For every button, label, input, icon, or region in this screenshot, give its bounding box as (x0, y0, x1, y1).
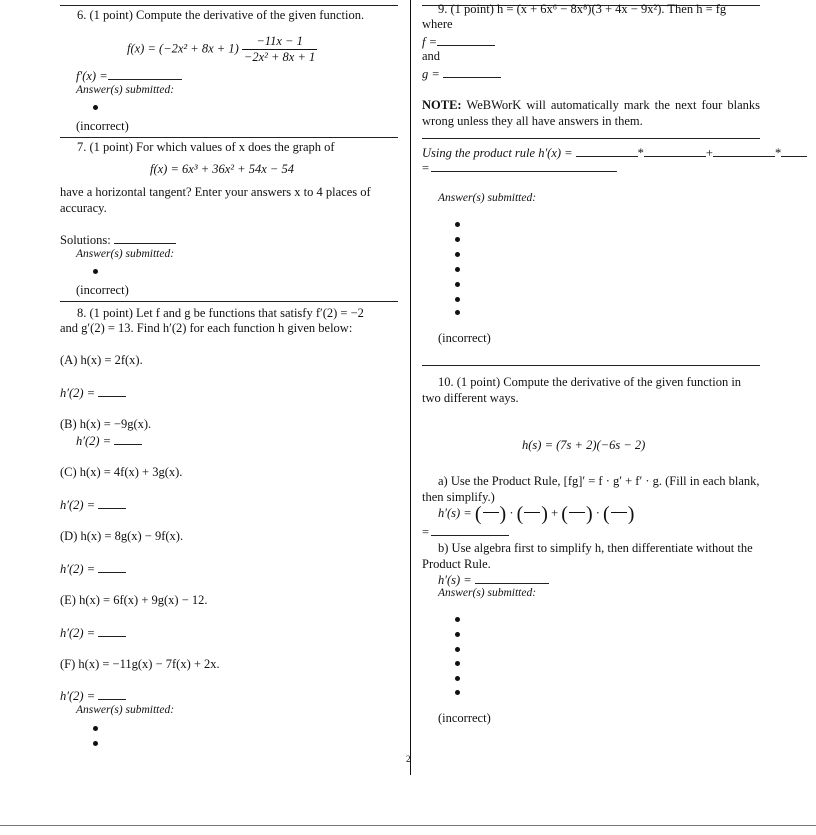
paren-open: ( (561, 503, 568, 525)
problem-6-function (127, 34, 317, 65)
problem-10-function: h(s) = (7s + 2)(−6s − 2) (522, 438, 646, 452)
problem-6-answer-blank[interactable] (108, 68, 182, 80)
problem-10-simplified-blank[interactable] (431, 524, 509, 536)
problem-8-part-a-answer (60, 385, 126, 401)
problem-8-part-b-def: (B) h(x) = −9g(x). (60, 417, 152, 431)
problem-10-part-a: a) Use the Product Rule, [fg]′ = f · g′ + f′ · g. (Fill in each blank, then simplify.) (422, 474, 760, 504)
problem-9-g-blank[interactable] (443, 66, 501, 78)
problem-8-part-d-blank[interactable] (98, 561, 126, 573)
problem-10-dot-op: · (595, 506, 600, 520)
problem-6-fraction-numerator: −11x − 1 (242, 34, 317, 50)
problem-8-part-d-answer (60, 561, 126, 577)
problem-10-blank-f-prime[interactable] (569, 512, 585, 513)
problem-9-and: and (422, 49, 441, 63)
problem-10-blank-g-prime[interactable] (524, 512, 540, 513)
problem-6-fraction-denominator: −2x² + 8x + 1 (243, 50, 316, 64)
problem-8-part-d-def: (D) h(x) = 8g(x) − 9f(x). (60, 529, 184, 543)
problem-8-part-a-def: (A) h(x) = 2f(x). (60, 353, 143, 367)
problem-6-answers-submitted: Answer(s) submitted: (76, 84, 175, 96)
problem-9-divider (422, 138, 760, 139)
problem-8-part-c-blank[interactable] (98, 497, 126, 509)
problem-10-header: 10. (1 point) Compute the derivative of the given function in two different ways. (422, 375, 742, 405)
problem-9-note-text: WeBWorK will automatically mark the next four blanks wrong unless they all have answers in them. (422, 98, 760, 128)
problem-7-header: 7. (1 point) For which values of x does the graph of (77, 140, 335, 154)
problem-9-star-1: * (637, 146, 644, 160)
problem-8-part-c-label: h′(2) = (60, 498, 96, 512)
problem-9-blank-1[interactable] (576, 145, 638, 157)
problem-9-bullet (455, 310, 460, 315)
problem-9-simplified-blank[interactable] (431, 160, 617, 172)
problem-9-bullet (455, 222, 460, 227)
problem-10-bullet (455, 617, 460, 622)
problem-9-header: 9. (1 point) h = (x + 6x⁶ − 8x⁸)(3 + 4x − 9x²). Then h = fg (438, 2, 727, 16)
problem-8-part-f-answer (60, 688, 126, 704)
problem-8-part-c-def: (C) h(x) = 4f(x) + 3g(x). (60, 465, 183, 479)
paren-open: ( (603, 503, 610, 525)
problem-6-answer-row (76, 68, 182, 84)
problem-10-bullet (455, 647, 460, 652)
problem-8-answers-submitted: Answer(s) submitted: (76, 704, 175, 716)
problem-7-status: (incorrect) (76, 283, 129, 297)
paren-close: ) (499, 503, 507, 525)
problem-7-function: f(x) = 6x³ + 36x² + 54x − 54 (150, 162, 294, 176)
problem-10-part-b-row (438, 572, 549, 588)
problem-8-part-e-answer (60, 625, 126, 641)
problem-9-equals: = (422, 161, 430, 175)
problem-8-part-b-answer (76, 433, 142, 449)
problem-6-bullet (93, 105, 98, 110)
problem-9-note-label: NOTE: (422, 98, 462, 112)
problem-10-equals: = (422, 525, 430, 539)
column-divider (410, 0, 411, 775)
problem-9-blank-2[interactable] (644, 145, 706, 157)
problem-8-part-f-def: (F) h(x) = −11g(x) − 7f(x) + 2x. (60, 657, 220, 671)
problem-10-status: (incorrect) (438, 711, 491, 725)
problem-9-note (422, 97, 760, 129)
page-number: 2 (406, 754, 411, 764)
problem-9-product-rule-label: Using the product rule h′(x) = (422, 146, 573, 160)
problem-8-part-e-label: h′(2) = (60, 626, 96, 640)
problem-10-part-a-simplified-row (422, 524, 509, 540)
problem-7-answers-submitted: Answer(s) submitted: (76, 248, 175, 260)
problem-8-header-line2: and g′(2) = 13. Find h′(2) for each function h given below: (60, 321, 353, 335)
problem-6-header: 6. (1 point) Compute the derivative of the given function. (77, 8, 365, 22)
problem-9-blank-4[interactable] (781, 145, 807, 157)
problem-10-part-b-lhs: h′(s) = (438, 573, 472, 587)
problem-9-bullet (455, 282, 460, 287)
problem-10-plus-op: + (551, 506, 559, 520)
problem-6-divider (60, 137, 398, 138)
problem-8-header-line1: 8. (1 point) Let f and g be functions that satisfy f′(2) = −2 (77, 306, 364, 320)
problem-10-bullet (455, 676, 460, 681)
problem-9-bullet (455, 267, 460, 272)
problem-9-plus: + (705, 146, 713, 160)
problem-8-part-b-blank[interactable] (114, 433, 142, 445)
paren-open: ( (474, 503, 482, 525)
problem-8-part-f-label: h′(2) = (60, 689, 96, 703)
problem-9-f-row (422, 34, 495, 50)
problem-10-blank-g[interactable] (611, 512, 627, 513)
problem-8-part-e-blank[interactable] (98, 625, 126, 637)
problem-9-end-divider (422, 365, 760, 366)
problem-9-g-row (422, 66, 501, 82)
paren-close: ) (541, 503, 548, 525)
page-bottom-rule (0, 825, 816, 826)
problem-6-fraction (242, 34, 317, 65)
problem-9-bullet (455, 252, 460, 257)
problem-10-answers-submitted: Answer(s) submitted: (438, 587, 537, 599)
problem-9-where: where (422, 17, 453, 31)
problem-8-part-a-blank[interactable] (98, 385, 126, 397)
problem-8-part-d-label: h′(2) = (60, 562, 96, 576)
problem-9-blank-3[interactable] (713, 145, 775, 157)
problem-9-star-2: * (774, 146, 782, 160)
problem-9-g-label: g = (422, 67, 440, 81)
problem-9-simplified-row (422, 160, 617, 176)
problem-8-bullet (93, 726, 98, 731)
problem-7-solutions-label: Solutions: (60, 233, 111, 247)
problem-7-divider (60, 301, 398, 302)
problem-9-bullet (455, 297, 460, 302)
problem-9-answers-submitted: Answer(s) submitted: (438, 192, 537, 204)
problem-9-product-rule-row (422, 145, 807, 161)
problem-10-blank-f[interactable] (483, 512, 499, 513)
top-rule (60, 5, 398, 6)
problem-10-part-a-product (438, 503, 634, 526)
problem-8-bullet (93, 741, 98, 746)
problem-6-status: (incorrect) (76, 119, 129, 133)
problem-9-status: (incorrect) (438, 331, 491, 345)
problem-7-solutions-row (60, 232, 176, 248)
problem-10-bullet (455, 661, 460, 666)
problem-7-bullet (93, 269, 98, 274)
problem-9-f-blank[interactable] (437, 34, 495, 46)
problem-6-answer-label: f′(x) = (76, 69, 108, 83)
problem-8-part-c-answer (60, 497, 126, 513)
problem-6-function-lhs: f(x) = (−2x² + 8x + 1) (127, 41, 239, 56)
paren-close: ) (627, 503, 635, 525)
problem-10-bullet (455, 632, 460, 637)
problem-8-part-a-label: h′(2) = (60, 386, 96, 400)
problem-10-dot-op: · (509, 506, 514, 520)
problem-8-part-b-label: h′(2) = (76, 434, 112, 448)
problem-7-solutions-blank[interactable] (114, 232, 176, 244)
problem-9-bullet (455, 237, 460, 242)
paren-open: ( (516, 503, 524, 525)
problem-10-bullet (455, 690, 460, 695)
problem-9-f-label: f = (422, 35, 438, 49)
problem-10-part-b-blank[interactable] (475, 572, 549, 584)
problem-8-part-f-blank[interactable] (98, 688, 126, 700)
problem-10-part-a-lhs: h′(s) = (438, 506, 472, 520)
problem-8-part-e-def: (E) h(x) = 6f(x) + 9g(x) − 12. (60, 593, 208, 607)
problem-7-text: have a horizontal tangent? Enter your answers x to 4 places of accuracy. (60, 185, 371, 215)
problem-10-part-b: b) Use algebra first to simplify h, then differentiate without the Product Rule. (422, 541, 753, 571)
paren-close: ) (585, 503, 593, 525)
